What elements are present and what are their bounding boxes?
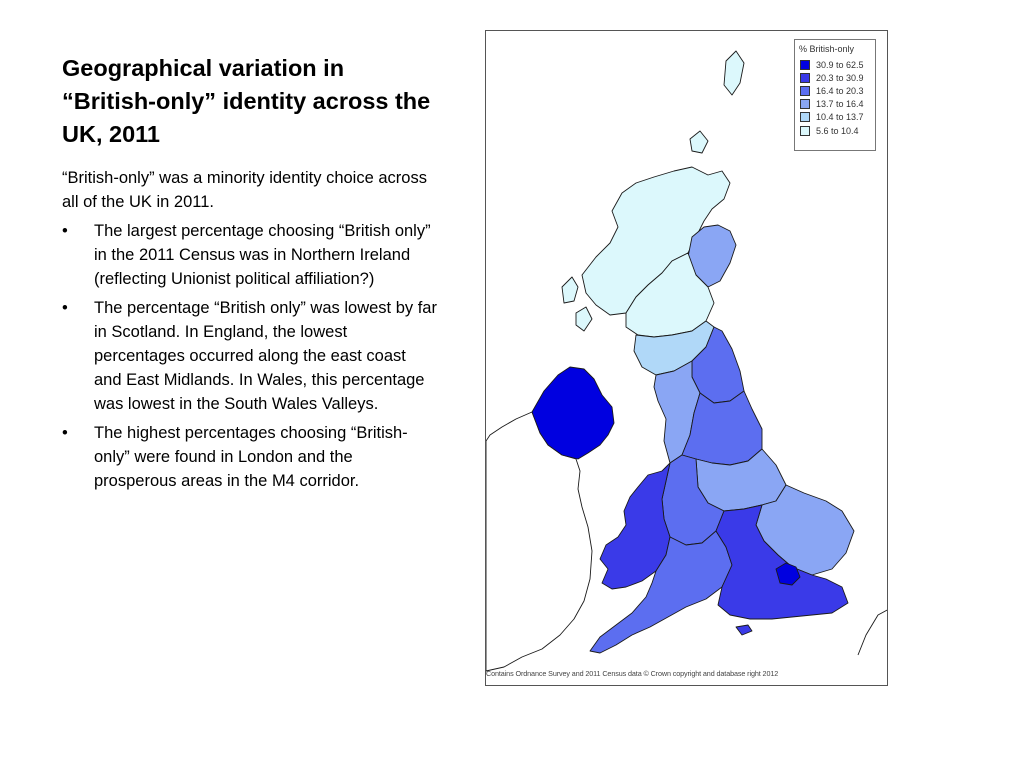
bullet-text: The highest percentages choosing “British-only” were found in London and the prosperous areas in the M4 corridor. xyxy=(94,424,408,490)
bullet-item xyxy=(62,296,437,416)
legend-swatch xyxy=(800,73,810,83)
bullet-item xyxy=(62,421,437,493)
map-legend xyxy=(794,39,876,151)
legend-item xyxy=(799,98,871,111)
map-france-coastline xyxy=(858,609,888,655)
legend-label: 16.4 to 20.3 xyxy=(816,85,864,96)
legend-label: 20.3 to 30.9 xyxy=(816,72,864,83)
legend-item xyxy=(799,111,871,124)
bullet-marker: • xyxy=(62,424,68,442)
legend-swatch xyxy=(800,86,810,96)
legend-title: % British-only xyxy=(799,44,855,54)
legend-swatch xyxy=(800,126,810,136)
bullet-marker: • xyxy=(62,299,68,317)
legend-label: 10.4 to 13.7 xyxy=(816,112,864,123)
bullet-text: The largest percentage choosing “British only” in the 2011 Census was in Northern Ireland (reflecting Unionist political affiliation?) xyxy=(94,222,431,288)
legend-item xyxy=(799,84,871,97)
legend-label: 30.9 to 62.5 xyxy=(816,59,864,70)
uk-choropleth-map xyxy=(485,30,888,686)
bullet-item xyxy=(62,219,437,291)
bullet-list xyxy=(62,219,437,493)
legend-item xyxy=(799,124,871,137)
legend-swatch xyxy=(800,60,810,70)
bullet-text: The percentage “British only” was lowest by far in Scotland. In England, the lowest percentages occurred along the east coast and East Midlands. In Wales, this percentage was lowest in the South Wales Valleys. xyxy=(94,299,437,413)
legend-item xyxy=(799,71,871,84)
map-region-scotland_highlands xyxy=(724,51,744,95)
legend-label: 13.7 to 16.4 xyxy=(816,99,864,110)
bullet-marker: • xyxy=(62,222,68,240)
legend-rows xyxy=(799,58,871,137)
legend-label: 5.6 to 10.4 xyxy=(816,125,859,136)
map-region-scotland_highlands xyxy=(690,131,708,153)
map-region-scotland_highlands xyxy=(562,277,578,303)
slide-title: Geographical variation in “British-only” identity across the UK, 2011 xyxy=(62,55,431,147)
map-region-scotland_highlands xyxy=(576,307,592,331)
map-region-southeast_england xyxy=(736,625,752,635)
map-credit: Contains Ordnance Survey and 2011 Census data © Crown copyright and database right 2012 xyxy=(486,669,779,678)
legend-swatch xyxy=(800,112,810,122)
legend-item xyxy=(799,58,871,71)
legend-swatch xyxy=(800,99,810,109)
intro-text: “British-only” was a minority identity choice across all of the UK in 2011. xyxy=(62,169,427,211)
slide-body xyxy=(62,166,437,498)
